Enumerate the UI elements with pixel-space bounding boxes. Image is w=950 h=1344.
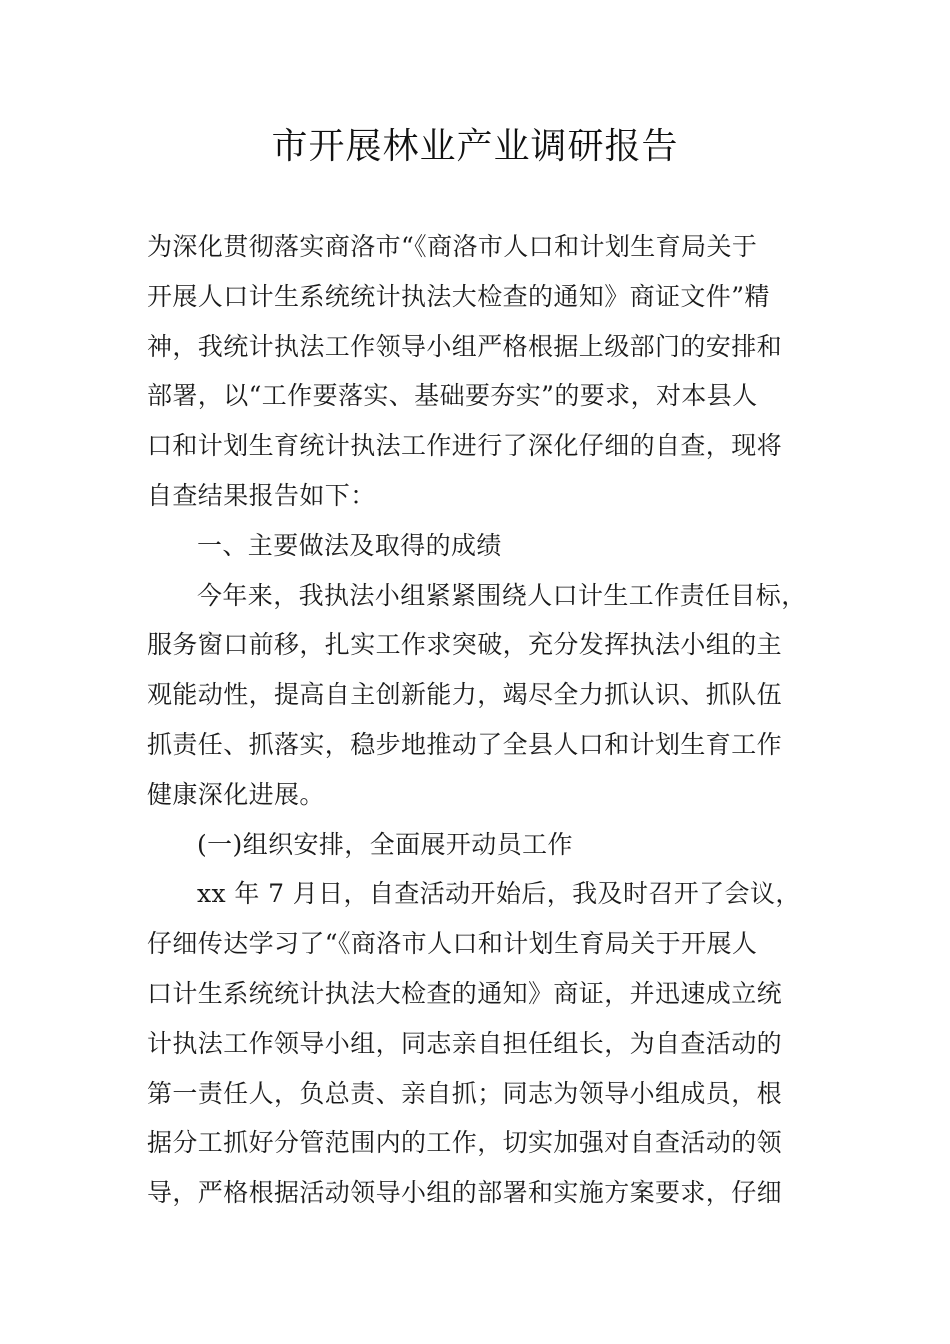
text-line: 为深化贯彻落实商洛市“《商洛市人口和计划生育局关于 (147, 232, 758, 261)
text-line: 口计生系统统计执法大检查的通知》商证，并迅速成立统 (147, 978, 783, 1008)
text-line: 自查结果报告如下： (147, 480, 376, 510)
text-line: 据分工抓好分管范围内的工作，切实加强对自查活动的领 (147, 1128, 783, 1158)
text-line: 计执法工作领导小组，同志亲自担任组长，为自查活动的 (147, 1028, 783, 1058)
text-line: 抓责任、抓落实，稳步地推动了全县人口和计划生育工作 (147, 729, 783, 759)
text-line: 健康深化进展。 (147, 779, 325, 809)
text-line: 神，我统计执法工作领导小组严格根据上级部门的安排和 (147, 331, 783, 361)
text-line: 口和计划生育统计执法工作进行了深化仔细的自查，现将 (147, 431, 783, 461)
text-line: 观能动性，提高自主创新能力，竭尽全力抓认识、抓队伍 (147, 680, 783, 710)
text-line: xx 年 7 月日，自查活动开始后，我及时召开了会议， (197, 879, 801, 909)
document-title: 市开展林业产业调研报告 (271, 126, 679, 167)
text-line: 第一责任人，负总责、亲自抓；同志为领导小组成员，根 (147, 1078, 783, 1108)
text-line: 导，严格根据活动领导小组的部署和实施方案要求，仔细 (147, 1178, 783, 1208)
text-line: 仔细传达学习了“《商洛市人口和计划生育局关于开展人 (147, 929, 758, 959)
text-line: 今年来，我执法小组紧紧围绕人口计生工作责任目标， (197, 580, 807, 610)
subsection-heading: (一)组织安排，全面展开动员工作 (197, 829, 573, 859)
text-line: 服务窗口前移，扎实工作求突破，充分发挥执法小组的主 (147, 630, 783, 660)
text-line: 部署，以“工作要落实、基础要夯实”的要求，对本县人 (147, 381, 758, 411)
text-line: 开展人口计生系统统计执法大检查的通知》商证文件”精 (147, 281, 770, 311)
document-body (147, 222, 807, 1218)
section-heading: 一、主要做法及取得的成绩 (197, 530, 502, 560)
